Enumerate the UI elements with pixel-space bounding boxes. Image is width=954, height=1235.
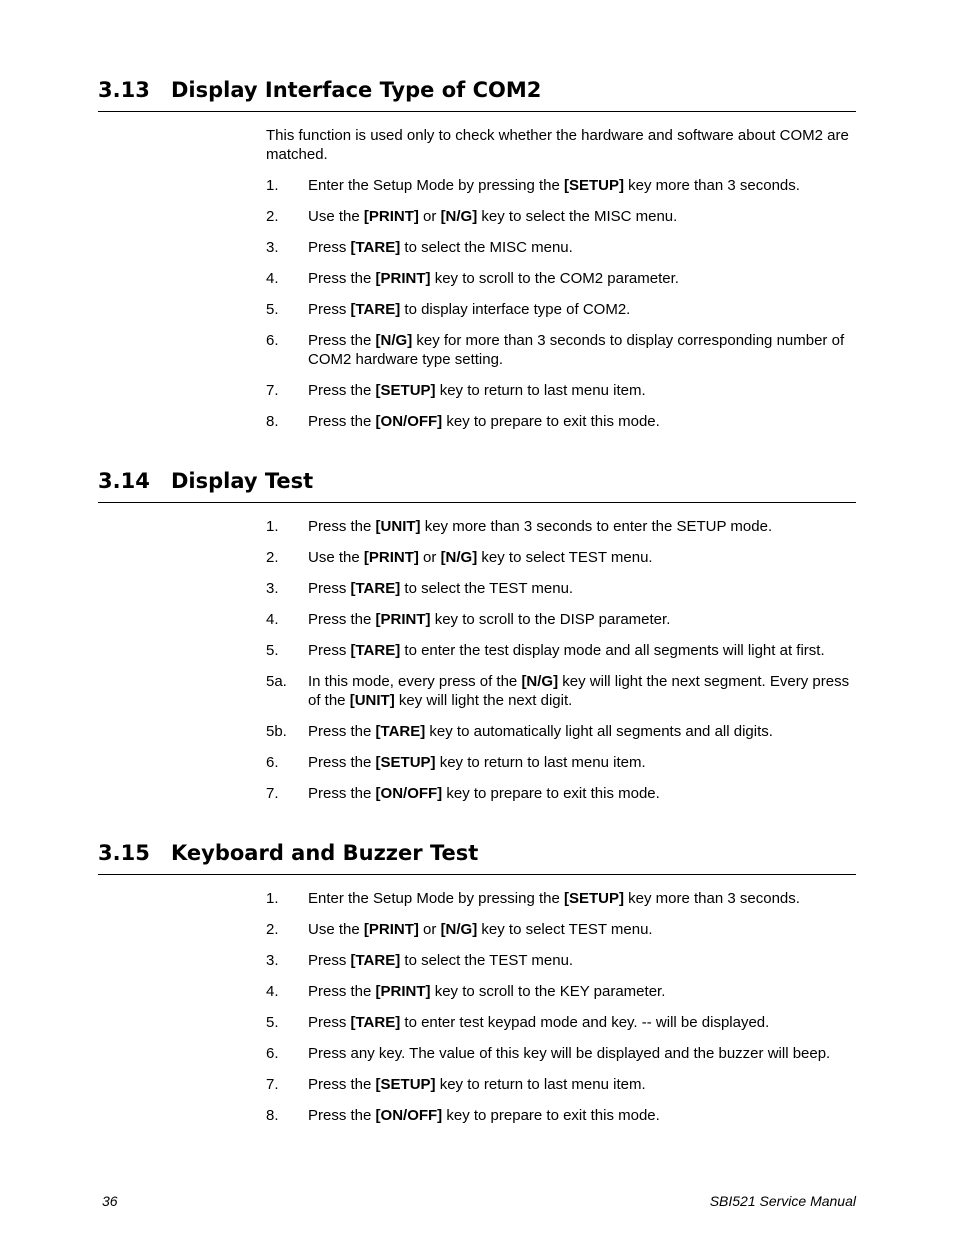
key-name: [SETUP]	[375, 382, 436, 399]
step-number: 5.	[266, 1014, 279, 1031]
list-item	[266, 672, 856, 710]
step-text	[308, 920, 856, 939]
list-item	[266, 579, 856, 598]
key-name: [PRINT]	[375, 611, 431, 628]
step-text	[308, 982, 856, 1001]
section-3-15	[98, 840, 856, 1137]
step-text-fragment: key to scroll to the COM2 parameter.	[430, 270, 679, 287]
key-name: [SETUP]	[564, 177, 624, 194]
step-text-fragment: or	[418, 208, 441, 225]
section-number: 3.14	[98, 469, 150, 493]
list-item	[266, 269, 856, 288]
key-name: [PRINT]	[375, 983, 431, 1000]
section-title: Display Interface Type of COM2	[171, 78, 542, 102]
section-title: Keyboard and Buzzer Test	[171, 841, 479, 865]
step-text-fragment: key to prepare to exit this mode.	[442, 785, 660, 802]
step-list	[266, 503, 856, 803]
step-text-fragment: key to prepare to exit this mode.	[442, 1107, 660, 1124]
step-text	[308, 672, 856, 710]
section-number: 3.13	[98, 78, 150, 102]
section-title: Display Test	[171, 469, 314, 493]
key-name: [TARE]	[350, 1014, 401, 1031]
step-text-fragment: key to prepare to exit this mode.	[442, 413, 660, 430]
key-name: [TARE]	[350, 301, 401, 318]
step-text-fragment: to display interface type of COM2.	[400, 301, 631, 318]
list-item	[266, 982, 856, 1001]
step-text-fragment: to enter test keypad mode and key. -- will be displayed.	[400, 1014, 770, 1031]
key-name: [PRINT]	[363, 208, 419, 225]
step-text-fragment: In this mode, every press of the	[308, 673, 522, 690]
step-text	[308, 238, 856, 257]
step-text-fragment: Press	[308, 1014, 351, 1031]
step-text	[308, 1106, 856, 1125]
step-text-fragment: Press the	[308, 983, 376, 1000]
list-item	[266, 548, 856, 567]
step-text	[308, 1044, 856, 1063]
step-number: 8.	[266, 1107, 279, 1124]
step-text-fragment: Enter the Setup Mode by pressing the	[308, 177, 564, 194]
step-number: 1.	[266, 518, 279, 535]
step-text-fragment: Press the	[308, 611, 376, 628]
list-item	[266, 1044, 856, 1063]
list-item	[266, 207, 856, 226]
step-number: 1.	[266, 890, 279, 907]
section-body	[266, 126, 856, 431]
step-text-fragment: Press the	[308, 332, 376, 349]
step-text	[308, 784, 856, 803]
list-item	[266, 412, 856, 431]
section-heading	[98, 840, 856, 875]
list-item	[266, 300, 856, 319]
step-text-fragment: key more than 3 seconds to enter the SETUP mode.	[420, 518, 773, 535]
step-number: 2.	[266, 921, 279, 938]
step-text	[308, 753, 856, 772]
step-text	[308, 1013, 856, 1032]
list-item	[266, 722, 856, 741]
step-text	[308, 412, 856, 431]
step-text-fragment: Use the	[308, 208, 364, 225]
page-footer	[102, 1191, 856, 1211]
key-name: [TARE]	[350, 239, 401, 256]
step-text	[308, 889, 856, 908]
step-text-fragment: key to scroll to the KEY parameter.	[430, 983, 666, 1000]
list-item	[266, 920, 856, 939]
step-text	[308, 722, 856, 741]
step-text-fragment: Press the	[308, 785, 376, 802]
step-number: 2.	[266, 549, 279, 566]
step-text-fragment: Press the	[308, 270, 376, 287]
step-number: 3.	[266, 580, 279, 597]
step-text-fragment: Use the	[308, 549, 364, 566]
step-text-fragment: Press	[308, 642, 351, 659]
step-text-fragment: Press	[308, 239, 351, 256]
step-text-fragment: to select the MISC menu.	[400, 239, 573, 256]
step-number: 5.	[266, 642, 279, 659]
step-number: 3.	[266, 239, 279, 256]
list-item	[266, 1075, 856, 1094]
section-number: 3.15	[98, 841, 150, 865]
list-item	[266, 1013, 856, 1032]
key-name: [ON/OFF]	[375, 413, 443, 430]
step-text-fragment: Press the	[308, 382, 376, 399]
step-number: 6.	[266, 754, 279, 771]
step-text-fragment: key for more than 3 seconds to display corresponding number of COM2 hardware type setting.	[308, 332, 845, 368]
step-text	[308, 1075, 856, 1094]
step-text-fragment: Press the	[308, 754, 376, 771]
section-intro: This function is used only to check whether the hardware and software about COM2 are matched.	[266, 127, 849, 163]
step-number: 4.	[266, 611, 279, 628]
step-text	[308, 951, 856, 970]
step-text-fragment: key will light the next segment. Every press of the	[308, 673, 850, 709]
step-text-fragment: key more than 3 seconds.	[624, 890, 800, 907]
step-number: 5.	[266, 301, 279, 318]
key-name: [N/G]	[440, 208, 478, 225]
step-text	[308, 381, 856, 400]
step-text-fragment: key to return to last menu item.	[435, 1076, 646, 1093]
step-text-fragment: Press the	[308, 1076, 376, 1093]
section-3-14	[98, 468, 856, 815]
section-heading	[98, 468, 856, 503]
key-name: [TARE]	[350, 642, 401, 659]
section-heading	[98, 77, 856, 112]
key-name: [ON/OFF]	[375, 785, 443, 802]
list-item	[266, 1106, 856, 1125]
step-text-fragment: or	[418, 921, 441, 938]
section-body	[266, 875, 856, 1125]
step-text-fragment: key to select the MISC menu.	[477, 208, 678, 225]
step-text	[308, 176, 856, 195]
key-name: [N/G]	[440, 921, 478, 938]
key-name: [PRINT]	[363, 921, 419, 938]
key-name: [N/G]	[440, 549, 478, 566]
key-name: [UNIT]	[349, 692, 395, 709]
step-number: 6.	[266, 332, 279, 349]
step-number: 7.	[266, 382, 279, 399]
step-number: 7.	[266, 1076, 279, 1093]
step-number: 5b.	[266, 723, 287, 740]
step-number: 4.	[266, 983, 279, 1000]
step-number: 5a.	[266, 673, 287, 690]
step-text-fragment: to select the TEST menu.	[400, 952, 574, 969]
list-item	[266, 238, 856, 257]
key-name: [UNIT]	[375, 518, 421, 535]
page-number: 36	[102, 1193, 118, 1209]
step-number: 3.	[266, 952, 279, 969]
step-text-fragment: key to automatically light all segments and all digits.	[425, 723, 773, 740]
list-item	[266, 176, 856, 195]
step-number: 1.	[266, 177, 279, 194]
list-item	[266, 753, 856, 772]
key-name: [N/G]	[521, 673, 559, 690]
step-list	[266, 875, 856, 1125]
step-text-fragment: key to return to last menu item.	[435, 754, 646, 771]
step-text-fragment: key to select TEST menu.	[477, 921, 653, 938]
step-text-fragment: Press the	[308, 413, 376, 430]
step-list	[266, 176, 856, 431]
manual-title: SBI521 Service Manual	[709, 1193, 856, 1209]
step-text-fragment: key to select TEST menu.	[477, 549, 653, 566]
step-number: 7.	[266, 785, 279, 802]
step-text-fragment: key more than 3 seconds.	[624, 177, 800, 194]
list-item	[266, 889, 856, 908]
key-name: [N/G]	[375, 332, 413, 349]
step-text	[308, 579, 856, 598]
step-text-fragment: Press the	[308, 723, 376, 740]
step-text-fragment: Press	[308, 580, 351, 597]
step-text-fragment: key to return to last menu item.	[435, 382, 646, 399]
step-text	[308, 517, 856, 536]
key-name: [SETUP]	[564, 890, 624, 907]
step-text-fragment: or	[418, 549, 441, 566]
step-text-fragment: Press the	[308, 518, 376, 535]
step-number: 8.	[266, 413, 279, 430]
step-text	[308, 207, 856, 226]
key-name: [PRINT]	[363, 549, 419, 566]
step-text-fragment: Press any key. The value of this key will be displayed and the buzzer will beep.	[308, 1045, 831, 1062]
step-number: 4.	[266, 270, 279, 287]
step-number: 6.	[266, 1045, 279, 1062]
list-item	[266, 641, 856, 660]
key-name: [TARE]	[350, 952, 401, 969]
step-text-fragment: Enter the Setup Mode by pressing the	[308, 890, 564, 907]
list-item	[266, 951, 856, 970]
list-item	[266, 331, 856, 369]
step-text	[308, 610, 856, 629]
list-item	[266, 610, 856, 629]
step-text	[308, 300, 856, 319]
key-name: [SETUP]	[375, 1076, 436, 1093]
step-text	[308, 548, 856, 567]
list-item	[266, 381, 856, 400]
section-body	[266, 503, 856, 803]
step-text-fragment: Press	[308, 952, 351, 969]
step-text-fragment: Press	[308, 301, 351, 318]
step-text-fragment: Use the	[308, 921, 364, 938]
key-name: [PRINT]	[375, 270, 431, 287]
list-item	[266, 517, 856, 536]
step-text-fragment: to enter the test display mode and all segments will light at first.	[400, 642, 825, 659]
key-name: [ON/OFF]	[375, 1107, 443, 1124]
key-name: [SETUP]	[375, 754, 436, 771]
key-name: [TARE]	[375, 723, 426, 740]
list-item	[266, 784, 856, 803]
step-text	[308, 641, 856, 660]
step-text-fragment: Press the	[308, 1107, 376, 1124]
section-3-13	[98, 77, 856, 443]
step-text	[308, 331, 856, 369]
step-text-fragment: key will light the next digit.	[394, 692, 573, 709]
step-text	[308, 269, 856, 288]
step-text-fragment: key to scroll to the DISP parameter.	[430, 611, 671, 628]
step-number: 2.	[266, 208, 279, 225]
key-name: [TARE]	[350, 580, 401, 597]
step-text-fragment: to select the TEST menu.	[400, 580, 574, 597]
